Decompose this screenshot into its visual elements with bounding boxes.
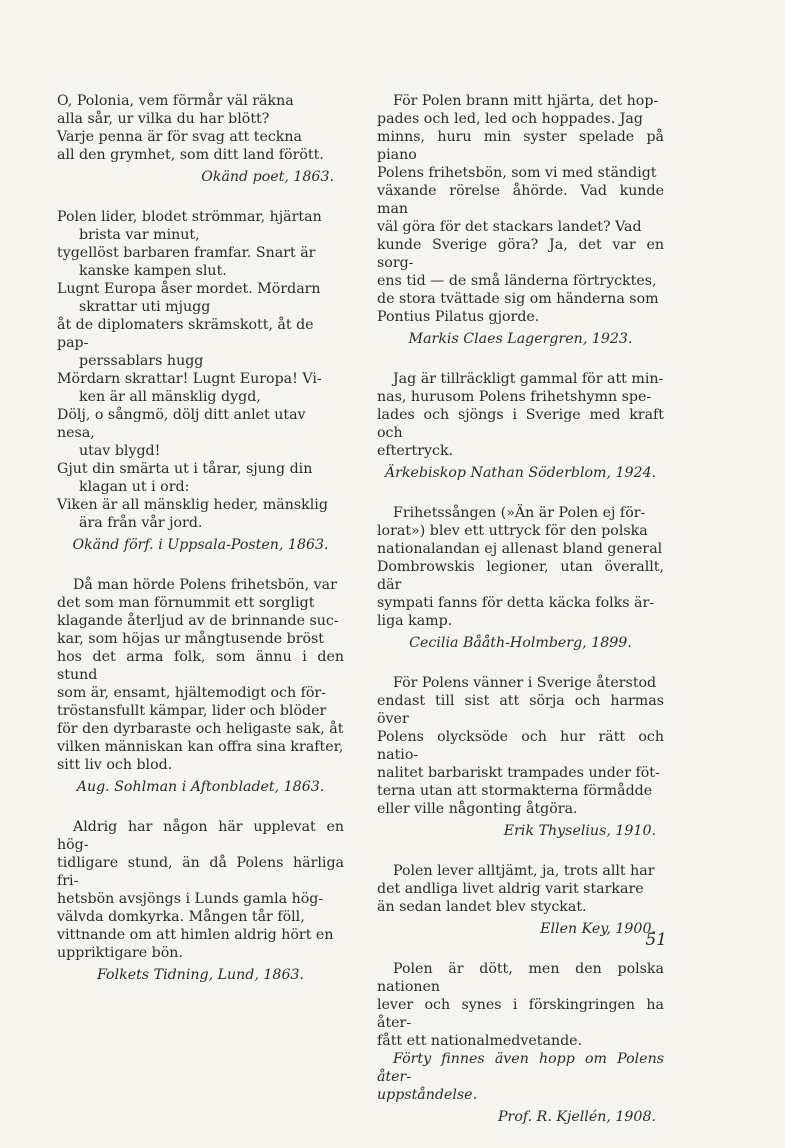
text-line: sitt liv och blod. [57,757,173,773]
text-line: hetsbön avsjöngs i Lunds gamla hög- [57,891,324,907]
text-line: Varje penna är för svag att teckna [57,129,302,145]
text-line: minns, huru min syster spelade på piano [377,129,664,163]
text-line: eftertryck. [377,443,454,459]
text-line: klagande återljud av de brinnande suc- [57,613,339,629]
text-line: brista var minut, [79,227,200,243]
quote-block [57,208,344,554]
text-line: Förty finnes även hopp om Polens åter- [377,1051,664,1085]
attribution: Prof. R. Kjellén, 1908. [498,1109,656,1125]
text-line: väl göra för det stackars landet? Vad [377,219,642,235]
quote-block [377,92,664,348]
text-line: Aldrig har någon här upplevat en hög- [57,819,344,853]
text-line: Viken är all mänsklig heder, mänsklig [57,497,328,513]
text-line: Polen lider, blodet strömmar, hjärtan [57,209,322,225]
text-line: Jag är tillräckligt gammal för att min- [393,371,664,387]
text-line: ära från vår jord. [79,515,203,531]
text-line: ens tid — de små länderna förtrycktes, [377,273,657,289]
text-line: endast till sist att sörja och harmas över [377,693,664,727]
text-line: ken är all mänsklig dygd, [79,389,261,405]
text-line: Polen lever alltjämt, ja, trots allt har [393,863,655,879]
text-line: O, Polonia, vem förmår väl räkna [57,93,294,109]
text-line: lades och sjöngs i Sverige med kraft och [377,407,664,441]
text-line: det som man förnummit ett sorgligt [57,595,315,611]
attribution: Erik Thyselius, 1910. [503,823,656,839]
right-column [377,92,664,1148]
text-line: tidligare stund, än då Polens härliga fri- [57,855,344,889]
text-line: Pontius Pilatus gjorde. [377,309,540,325]
text-line: Gjut din smärta ut i tårar, sjung din [57,461,313,477]
text-line: de stora tvättade sig om händerna som [377,291,659,307]
text-line: kar, som höjas ur mångtusende bröst [57,631,324,647]
text-line: än sedan landet blev styckat. [377,899,587,915]
text-line: välvda domkyrka. Mången tår föll, [57,909,305,925]
attribution: Folkets Tidning, Lund, 1863. [96,967,305,983]
page-number: 51 [645,930,667,950]
quote-block [377,370,664,482]
text-line: Lugnt Europa åser mordet. Mördarn [57,281,321,297]
text-line: hos det arma folk, som ännu i den stund [57,649,344,683]
text-line: kanske kampen slut. [79,263,227,279]
text-line: fått ett nationalmedvetande. [377,1033,583,1049]
text-line: växande rörelse åhörde. Vad kunde man [377,183,664,217]
text-line: utav blygd! [79,443,161,459]
quote-block [57,92,344,186]
attribution: Ärkebiskop Nathan Söderblom, 1924. [384,465,657,481]
text-line: Polens olycksöde och hur rätt och natio- [377,729,664,763]
text-line: vittnande om att himlen aldrig hört en [57,927,334,943]
text-line: nationalandan ej allenast bland general [377,541,663,557]
text-line: Polen är dött, men den polska nationen [377,961,664,995]
text-line: åt de diplomaters skrämskott, åt de pap- [57,317,314,351]
text-line: all den grymhet, som ditt land förött. [57,147,324,163]
text-line: eller ville någonting åtgöra. [377,801,578,817]
text-line: som är, ensamt, hjältemodigt och för- [57,685,326,701]
text-line: terna utan att stormakterna förmådde [377,783,653,799]
text-line: nas, hurusom Polens frihetshymn spe- [377,389,652,405]
attribution: Okänd förf. i Uppsala-Posten, 1863. [72,537,329,553]
left-column [57,92,344,1006]
text-line: Frihetssången (»Än är Polen ej för- [393,505,646,521]
quote-block [377,960,664,1126]
text-line: tygellöst barbaren framfar. Snart är [57,245,316,261]
text-line: För Polens vänner i Sverige återstod [393,675,657,691]
attribution: Aug. Sohlman i Aftonbladet, 1863. [76,779,325,795]
text-line: uppståndelse. [377,1087,478,1103]
text-line: liga kamp. [377,613,453,629]
text-line: kunde Sverige göra? Ja, det var en sorg- [377,237,664,271]
text-line: klagan ut i ord: [79,479,190,495]
text-line: skrattar uti mjugg [79,299,211,315]
text-line: Polens frihetsbön, som vi med ständigt [377,165,657,181]
text-line: lorat») blev ett uttryck för den polska [377,523,648,539]
text-line: sympati fanns för detta käcka folks är- [377,595,655,611]
quote-block [377,674,664,840]
quote-block [57,576,344,796]
text-line: det andliga livet aldrig varit starkare [377,881,644,897]
text-line: lever och synes i förskingringen ha åter- [377,997,664,1031]
text-line: pades och led, led och hoppades. Jag [377,111,643,127]
text-line: Dombrowskis legioner, utan överallt, där [377,559,664,593]
text-line: uppriktigare bön. [57,945,183,961]
attribution: Okänd poet, 1863. [201,169,334,185]
quote-block [377,504,664,652]
quote-block [57,818,344,984]
attribution: Ellen Key, 1900. [540,921,656,937]
text-line: vilken människan kan offra sina krafter, [57,739,344,755]
attribution: Markis Claes Lagergren, 1923. [408,331,633,347]
quote-block [377,862,664,938]
text-line: nalitet barbariskt trampades under föt- [377,765,660,781]
text-line: för den dyrbaraste och heligaste sak, åt [57,721,344,737]
text-line: Då man hörde Polens frihetsbön, var [73,577,337,593]
text-line: Mördarn skrattar! Lugnt Europa! Vi- [57,371,322,387]
text-line: Dölj, o sångmö, dölj ditt anlet utav nesa, [57,407,306,441]
text-line: alla sår, ur vilka du har blött? [57,111,270,127]
text-line: tröstansfullt kämpar, lider och blöder [57,703,327,719]
attribution: Cecilia Bååth-Holmberg, 1899. [409,635,632,651]
text-line: perssablars hugg [79,353,204,369]
text-line: För Polen brann mitt hjärta, det hop- [393,93,659,109]
